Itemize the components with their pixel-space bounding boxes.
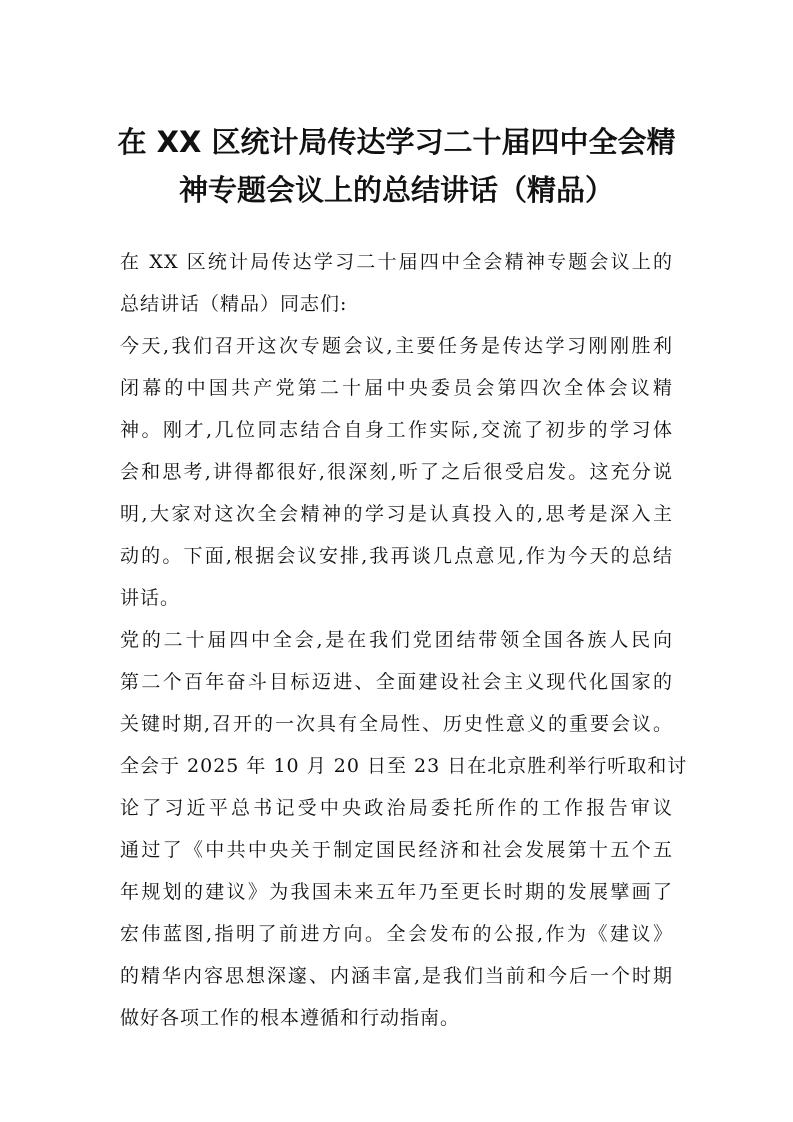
paragraph-line: 全会于 2025 年 10 月 20 日至 23 日在北京胜利举行听取和讨 (120, 755, 688, 777)
paragraph-line: 在 XX 区统计局传达学习二十届四中全会精神专题会议上的 (120, 251, 673, 273)
paragraph-line: 做好各项工作的根本遵循和行动指南。 (120, 1007, 461, 1029)
paragraph-line: 神。刚才,几位同志结合自身工作实际,交流了初步的学习体 (120, 419, 673, 441)
paragraph-line: 通过了《中共中央关于制定国民经济和社会发展第十五个五 (120, 839, 673, 861)
paragraph-line: 今天,我们召开这次专题会议,主要任务是传达学习刚刚胜利 (120, 335, 673, 357)
paragraph-line: 第二个百年奋斗目标迈进、全面建设社会主义现代化国家的 (120, 671, 673, 693)
paragraph-line: 年规划的建议》为我国未来五年乃至更长时期的发展擘画了 (120, 881, 673, 903)
paragraph-line: 论了习近平总书记受中央政治局委托所作的工作报告审议 (120, 797, 673, 819)
paragraph-line: 的精华内容思想深邃、内涵丰富,是我们当前和今后一个时期 (120, 965, 673, 987)
paragraph-line: 党的二十届四中全会,是在我们党团结带领全国各族人民向 (120, 629, 673, 651)
paragraph (120, 325, 673, 619)
paragraph-line: 动的。下面,根据会议安排,我再谈几点意见,作为今天的总结 (120, 545, 673, 567)
document-title-line-1: 在 XX 区统计局传达学习二十届四中全会精 (117, 125, 676, 159)
paragraph (120, 619, 688, 1039)
paragraph-line: 宏伟蓝图,指明了前进方向。全会发布的公报,作为《建议》 (120, 923, 673, 945)
paragraph-line: 明,大家对这次全会精神的学习是认真投入的,思考是深入主 (120, 503, 673, 525)
paragraph (120, 241, 673, 325)
paragraph-line: 闭幕的中国共产党第二十届中央委员会第四次全体会议精 (120, 377, 673, 399)
paragraph-line: 总结讲话（精品）同志们: (120, 293, 348, 315)
paragraph-line: 会和思考,讲得都很好,很深刻,听了之后很受启发。这充分说 (120, 461, 673, 483)
document-title-line-2: 神专题会议上的总结讲话（精品） (178, 173, 614, 207)
document-body (120, 241, 688, 1039)
paragraph-line: 讲话。 (120, 587, 181, 609)
paragraph-line: 关键时期,召开的一次具有全局性、历史性意义的重要会议。 (120, 713, 673, 735)
